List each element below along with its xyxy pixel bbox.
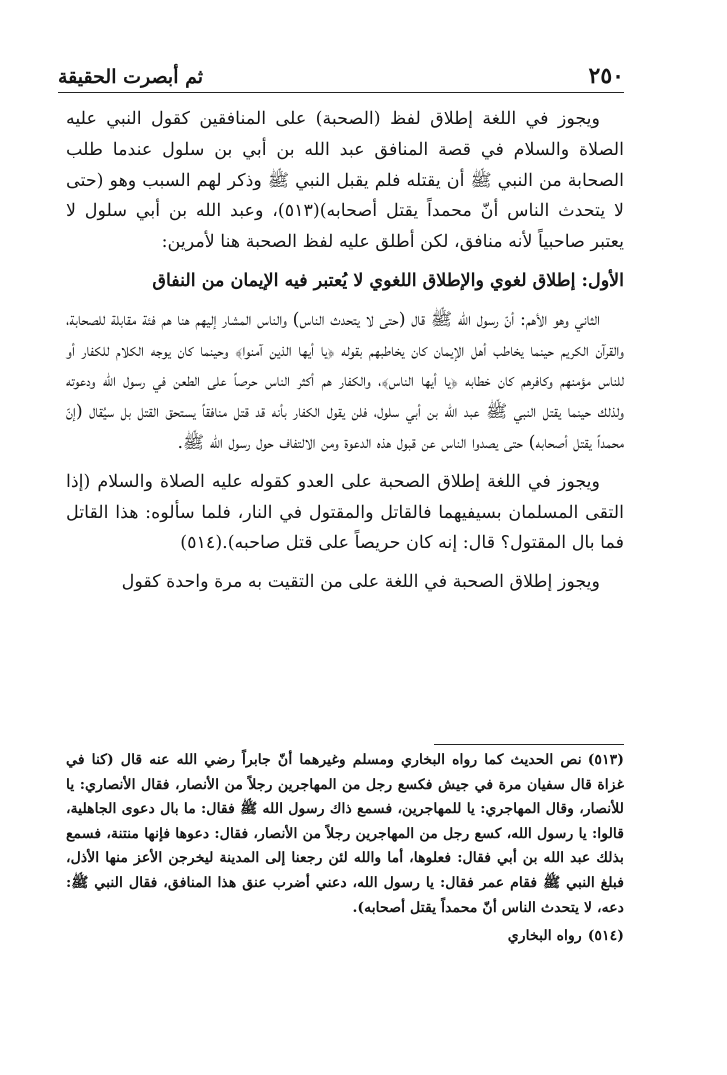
footnote-text: نص الحديث كما رواه البخاري ومسلم وغيرهما أنّ جابراً رضي الله عنه قال (كنا في غزاة قال سفيان مرة في جيش فكسع رجل من المهاجرين رجلاً من الأنصار، فقال الأنصاري: يا للأنصار، وقال المهاجري: يا للمهاجرين، فسمع ذاك رسول الله ﷺ فقال: ما بال دعوى الجاهلية، قالوا: يا رسول الله، كسع رجل من المهاجرين رجلاً من الأنصار، فقال: دعوها فإنها منتنة، فسمع بذلك عبد الله بن أبي فقال: فعلوها، أما والله لئن رجعنا إلى المدينة ليخرجن الأعز منها الأذل، فبلغ النبي ﷺ فقام عمر فقال: يا رسول الله، دعني أضرب عنق هذا المنافق، فقال النبي ﷺ: دعه، لا يتحدث الناس أنّ محمداً يقتل أصحابه).: [66, 752, 624, 916]
footnote-number: (٥١٣): [587, 752, 624, 768]
footnote-number: (٥١٤): [587, 928, 624, 945]
paragraph-second-reason: الثاني وهو الأهم: أنّ رسول الله ﷺ قال (حتى لا يتحدث الناس) والناس المشار إليهم هنا هم فئة مقابلة للصحابة، والقرآن الكريم حينما يخاطب أهل الإيمان كان يخاطبهم بقوله ﴿يا أيها الذين آمنوا﴾ وحينما كان يوجه الكلام للكفار أو للناس مؤمنهم وكافرهم كان خطابه ﴿يا أيها الناس﴾، والكفار هم أكثر الناس حرصاً على الطعن في رسول الله ودعوته ولذلك حينما يقتل النبي ﷺ عبد الله بن أبي سلول، فلن يقول الكفار بأنه قد قتل منافقاً يستحق القتل بل سيُقال (إنّ محمداً يقتل أصحابه) حتى يصدوا الناس عن قبول هذه الدعوة ومن الالتفاف حول رسول الله ﷺ.: [66, 309, 624, 453]
footnote-514: [66, 924, 624, 949]
footnotes-section: [66, 748, 624, 949]
page-number: ٢٥٠: [588, 63, 624, 89]
main-text: [66, 104, 624, 606]
paragraph-companionship-hypocrites: ويجوز في اللغة إطلاق لفظ (الصحبة) على المنافقين كقول النبي عليه الصلاة والسلام في قصة المنافق عبد الله بن أبي بن سلول عندما طلب الصحابة من النبي ﷺ أن يقتله فلم يقبل النبي ﷺ وذكر لهم السبب وهو (حتى لا يتحدث الناس أنّ محمداً يقتل أصحابه)(٥١٣)، وعبد الله بن أبي سلول لا يعتبر صاحبياً لأنه منافق، لكن أطلق عليه لفظ الصحبة هنا لأمرين:: [66, 109, 624, 253]
paragraph-first-reason: الأول: إطلاق لغوي والإطلاق اللغوي لا يُعتبر فيه الإيمان من النفاق: [152, 270, 624, 291]
running-header: [58, 62, 624, 93]
paragraph-companionship-single-meeting: ويجوز إطلاق الصحبة في اللغة على من التقيت به مرة واحدة كقول: [121, 572, 600, 593]
book-title: ثم أبصرت الحقيقة: [58, 66, 204, 88]
footnote-513: [66, 748, 624, 920]
paragraph-companionship-enemy: ويجوز في اللغة إطلاق الصحبة على العدو كقوله عليه الصلاة والسلام (إذا التقى المسلمان بسيفيهما فالقاتل والمقتول في النار، فلما سألوه: هذا القاتل فما بال المقتول؟ قال: إنه كان حريصاً على قتل صاحبه).(٥١٤): [66, 471, 624, 554]
footnote-text: رواه البخاري: [507, 928, 582, 945]
footnote-divider: [434, 744, 624, 745]
